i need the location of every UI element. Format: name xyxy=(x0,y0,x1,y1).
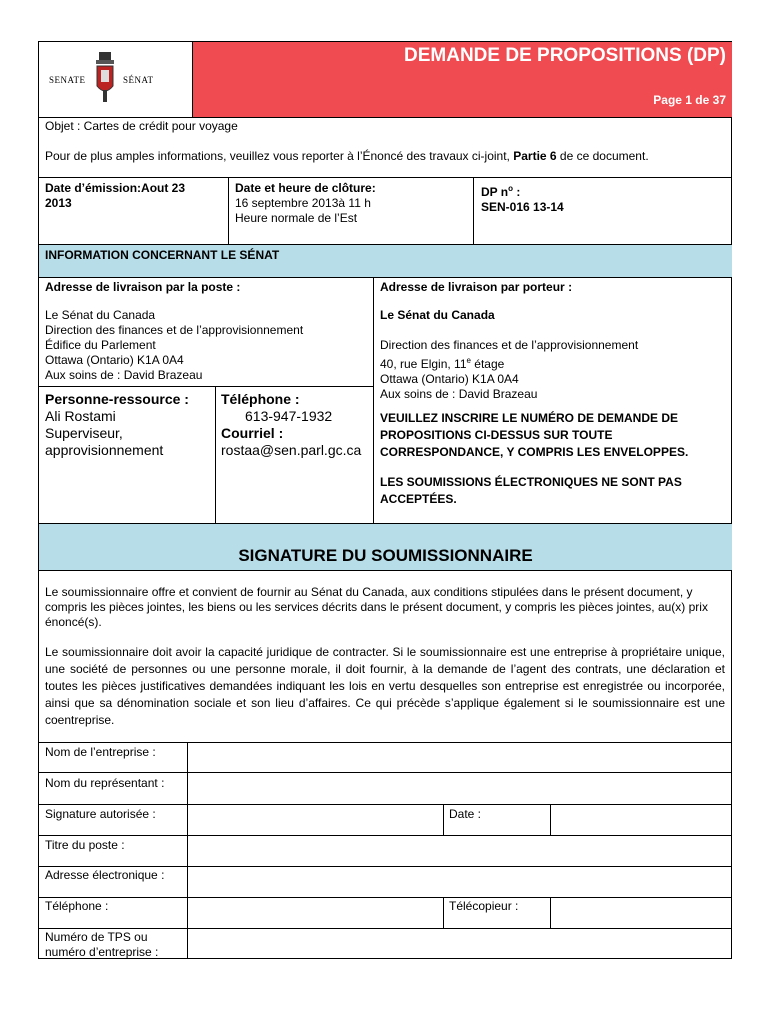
job-title-label: Titre du poste : xyxy=(45,838,125,852)
email-field[interactable] xyxy=(188,867,731,897)
signature-title: SIGNATURE DU SOUMISSIONNAIRE xyxy=(238,546,533,565)
job-title-field[interactable] xyxy=(188,836,731,866)
rfp-form-page xyxy=(38,41,732,959)
signature-label: Signature autorisée : xyxy=(45,807,156,821)
senate-logo-block xyxy=(39,42,192,117)
representative-label: Nom du représentant : xyxy=(45,776,165,790)
fax-field[interactable] xyxy=(551,898,731,928)
legal-capacity-paragraph: Le soumissionnaire doit avoir la capacité juridique de contracter. Si le soumissionnaire est une entreprise à propriétaire unique, une société de personnes ou une personne morale, il doit fournir, à la demande de l’agent des contrats, une déclaration et toutes les pièces justificatives demandées indiquant les lois en vertu desquelles son entreprise est enregistrée ou incorporée, ainsi que sa dénomination sociale et son lieu d’affaires. Ce qui précède s’applique également si le soumissionnaire est une coentreprise. xyxy=(45,645,725,727)
no-electronic-notice: LES SOUMISSIONS ÉLECTRONIQUES NE SONT PAS ACCEPTÉES. xyxy=(380,475,682,506)
courier-address-header: Adresse de livraison par porteur : xyxy=(380,280,573,294)
signature-field[interactable] xyxy=(188,805,442,835)
subject-line: Objet : Cartes de crédit pour voyage xyxy=(45,119,238,133)
representative-field[interactable] xyxy=(188,773,731,804)
logo-text-en: SENATE xyxy=(49,75,86,85)
date-label: Date : xyxy=(449,807,482,821)
rfp-number-notice: VEUILLEZ INSCRIRE LE NUMÉRO DE DEMANDE DE PROPOSITIONS CI-DESSUS SUR TOUTE CORRESPONDANCE, Y COMPRIS LES ENVELOPPES. xyxy=(380,411,689,459)
tps-field[interactable] xyxy=(188,929,731,957)
header-title-band xyxy=(192,42,732,117)
issue-date: Date d’émission:Aout 23 2013 xyxy=(45,181,186,210)
contact-person: Personne-ressource : Ali Rostami Superviseur, approvisionnement xyxy=(45,391,189,458)
date-field[interactable] xyxy=(551,805,731,835)
fax-label: Télécopieur : xyxy=(449,899,519,913)
signature-section-header xyxy=(39,524,732,570)
phone-label: Téléphone : xyxy=(45,899,109,913)
courier-address: Direction des finances et de l’approvisionnement 40, rue Elgin, 11e étage Ottawa (Ontario) K1A 0A4 Aux soins de : David Brazeau xyxy=(380,338,639,401)
senate-info-title: INFORMATION CONCERNANT LE SÉNAT xyxy=(45,248,280,262)
offer-paragraph: Le soumissionnaire offre et convient de fournir au Sénat du Canada, aux conditions stipulées dans le présent document, y compris les pièces jointes, les biens ou les services décrits dans le présent document, y compris les pièces jointes, au(x) prix énoncé(s). xyxy=(45,585,708,629)
company-name-label: Nom de l’entreprise : xyxy=(45,745,156,759)
courier-recipient: Le Sénat du Canada xyxy=(380,308,495,322)
company-name-field[interactable] xyxy=(188,743,731,772)
tps-label: Numéro de TPS ou numéro d’entreprise : xyxy=(45,930,159,959)
email-label: Adresse électronique : xyxy=(45,868,165,882)
mail-address-header: Adresse de livraison par la poste : xyxy=(45,280,241,294)
contact-details: Téléphone : 613-947-1932 Courriel : rostaa@sen.parl.gc.ca xyxy=(221,391,362,458)
senate-crest-icon xyxy=(93,52,117,104)
phone-field[interactable] xyxy=(188,898,442,928)
mail-address: Le Sénat du Canada Direction des finances et de l’approvisionnement Édifice du Parlement Ottawa (Ontario) K1A 0A4 Aux soins de : David Brazeau xyxy=(45,308,304,382)
closing-date: Date et heure de clôture: 16 septembre 2013à 11 h Heure normale de l’Est xyxy=(235,181,376,225)
further-info-line: Pour de plus amples informations, veuillez vous reporter à l’Énoncé des travaux ci-joint, Partie 6 de ce document. xyxy=(45,149,649,163)
document-title: DEMANDE DE PROPOSITIONS (DP) xyxy=(404,45,726,66)
senate-info-header xyxy=(39,245,732,277)
rfp-number: DP $n^o$ : SEN-016 13-14 xyxy=(481,184,564,214)
logo-text-fr: SÉNAT xyxy=(123,75,154,85)
page-indicator: Page 1 de 37 xyxy=(653,93,726,107)
